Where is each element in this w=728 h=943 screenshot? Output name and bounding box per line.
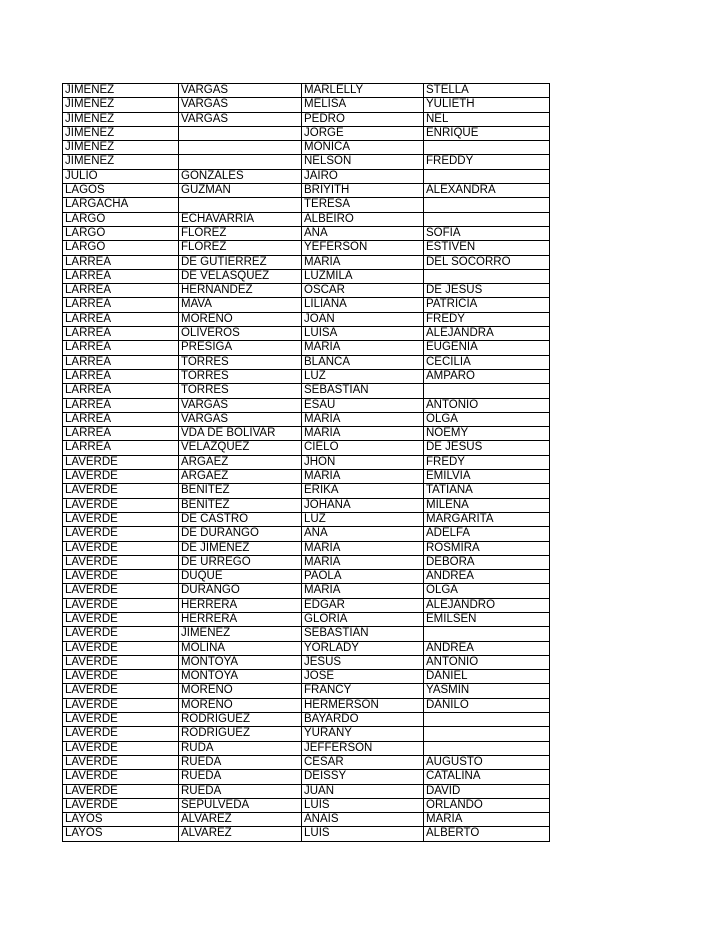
- table-row: [63, 727, 550, 741]
- middle-name-cell: ENRIQUE: [424, 126, 550, 140]
- middle-name-cell: ESTIVEN: [424, 241, 550, 255]
- middle-name-cell: OLGA: [424, 412, 550, 426]
- middle-name-cell: DANILO: [424, 698, 550, 712]
- first-name-cell: MELISA: [302, 98, 424, 112]
- middle-name-cell: ALEXANDRA: [424, 184, 550, 198]
- table-row: [63, 713, 550, 727]
- middle-name-cell: AUGUSTO: [424, 755, 550, 769]
- first-name-cell: HERMERSON: [302, 698, 424, 712]
- table-row: [63, 427, 550, 441]
- table-row: [63, 184, 550, 198]
- table-row: [63, 384, 550, 398]
- surname-2-cell: RUEDA: [179, 755, 302, 769]
- table-row: [63, 684, 550, 698]
- first-name-cell: JHON: [302, 455, 424, 469]
- first-name-cell: SEBASTIAN: [302, 384, 424, 398]
- surname-1-cell: LAVERDE: [63, 627, 179, 641]
- surname-2-cell: VARGAS: [179, 98, 302, 112]
- first-name-cell: JAIRO: [302, 169, 424, 183]
- table-row: [63, 155, 550, 169]
- surname-1-cell: LAVERDE: [63, 755, 179, 769]
- middle-name-cell: DEL SOCORRO: [424, 255, 550, 269]
- first-name-cell: YORLADY: [302, 641, 424, 655]
- table-row: [63, 512, 550, 526]
- middle-name-cell: FREDY: [424, 312, 550, 326]
- surname-1-cell: JIMENEZ: [63, 84, 179, 98]
- table-row: [63, 441, 550, 455]
- surname-1-cell: JULIO: [63, 169, 179, 183]
- first-name-cell: YEFERSON: [302, 241, 424, 255]
- surname-1-cell: LAYOS: [63, 827, 179, 841]
- first-name-cell: MONICA: [302, 141, 424, 155]
- surname-2-cell: DE URREGO: [179, 555, 302, 569]
- table-row: [63, 598, 550, 612]
- table-row: [63, 226, 550, 240]
- table-row: [63, 269, 550, 283]
- surname-1-cell: LAVERDE: [63, 527, 179, 541]
- middle-name-cell: FREDY: [424, 455, 550, 469]
- middle-name-cell: ALEJANDRA: [424, 327, 550, 341]
- surname-1-cell: LARREA: [63, 341, 179, 355]
- first-name-cell: GLORIA: [302, 612, 424, 626]
- surname-1-cell: LAVERDE: [63, 541, 179, 555]
- first-name-cell: BAYARDO: [302, 713, 424, 727]
- surname-2-cell: VARGAS: [179, 112, 302, 126]
- middle-name-cell: NOEMY: [424, 427, 550, 441]
- surname-1-cell: LAVERDE: [63, 584, 179, 598]
- surname-2-cell: FLOREZ: [179, 226, 302, 240]
- middle-name-cell: MARIA: [424, 813, 550, 827]
- table-row: [63, 312, 550, 326]
- first-name-cell: JUAN: [302, 784, 424, 798]
- middle-name-cell: FREDDY: [424, 155, 550, 169]
- table-row: [63, 641, 550, 655]
- middle-name-cell: CECILIA: [424, 355, 550, 369]
- surname-2-cell: DUQUE: [179, 570, 302, 584]
- middle-name-cell: [424, 727, 550, 741]
- surname-2-cell: TORRES: [179, 384, 302, 398]
- first-name-cell: LUIS: [302, 798, 424, 812]
- table-row: [63, 298, 550, 312]
- surname-1-cell: LAVERDE: [63, 670, 179, 684]
- table-row: [63, 412, 550, 426]
- surname-2-cell: DE VELASQUEZ: [179, 269, 302, 283]
- table-row: [63, 355, 550, 369]
- table-row: [63, 784, 550, 798]
- surname-2-cell: MAVA: [179, 298, 302, 312]
- middle-name-cell: DANIEL: [424, 670, 550, 684]
- first-name-cell: CIELO: [302, 441, 424, 455]
- first-name-cell: MARIA: [302, 541, 424, 555]
- first-name-cell: JOHANA: [302, 498, 424, 512]
- surname-2-cell: TORRES: [179, 369, 302, 383]
- first-name-cell: CESAR: [302, 755, 424, 769]
- table-row: [63, 627, 550, 641]
- middle-name-cell: ROSMIRA: [424, 541, 550, 555]
- first-name-cell: ERIKA: [302, 484, 424, 498]
- surname-2-cell: DE CASTRO: [179, 512, 302, 526]
- first-name-cell: EDGAR: [302, 598, 424, 612]
- first-name-cell: ANA: [302, 226, 424, 240]
- table-row: [63, 612, 550, 626]
- surname-1-cell: LAVERDE: [63, 770, 179, 784]
- first-name-cell: LUISA: [302, 327, 424, 341]
- surname-2-cell: TORRES: [179, 355, 302, 369]
- table-row: [63, 255, 550, 269]
- middle-name-cell: MILENA: [424, 498, 550, 512]
- surname-1-cell: LARGO: [63, 226, 179, 240]
- surname-2-cell: ARGAEZ: [179, 455, 302, 469]
- first-name-cell: NELSON: [302, 155, 424, 169]
- surname-2-cell: RUEDA: [179, 770, 302, 784]
- table-row: [63, 470, 550, 484]
- surname-1-cell: LAVERDE: [63, 612, 179, 626]
- first-name-cell: MARIA: [302, 555, 424, 569]
- table-row: [63, 369, 550, 383]
- first-name-cell: BLANCA: [302, 355, 424, 369]
- surname-1-cell: LAYOS: [63, 813, 179, 827]
- middle-name-cell: ANDREA: [424, 641, 550, 655]
- surname-1-cell: LARGO: [63, 212, 179, 226]
- surname-2-cell: DURANGO: [179, 584, 302, 598]
- surname-2-cell: MONTOYA: [179, 655, 302, 669]
- middle-name-cell: [424, 741, 550, 755]
- table-row: [63, 455, 550, 469]
- middle-name-cell: CATALINA: [424, 770, 550, 784]
- first-name-cell: ANA: [302, 527, 424, 541]
- first-name-cell: JORGE: [302, 126, 424, 140]
- middle-name-cell: ALBERTO: [424, 827, 550, 841]
- table-row: [63, 198, 550, 212]
- surname-1-cell: JIMENEZ: [63, 155, 179, 169]
- table-row: [63, 398, 550, 412]
- table-row: [63, 670, 550, 684]
- surname-1-cell: LAVERDE: [63, 684, 179, 698]
- names-table-body: [63, 84, 550, 842]
- middle-name-cell: DAVID: [424, 784, 550, 798]
- middle-name-cell: ADELFA: [424, 527, 550, 541]
- surname-1-cell: LAVERDE: [63, 555, 179, 569]
- surname-2-cell: [179, 198, 302, 212]
- table-row: [63, 527, 550, 541]
- surname-1-cell: LARREA: [63, 412, 179, 426]
- surname-1-cell: LARREA: [63, 384, 179, 398]
- first-name-cell: PAOLA: [302, 570, 424, 584]
- surname-1-cell: LAVERDE: [63, 470, 179, 484]
- table-row: [63, 584, 550, 598]
- first-name-cell: BRIYITH: [302, 184, 424, 198]
- surname-1-cell: LAVERDE: [63, 570, 179, 584]
- names-table: [62, 83, 550, 842]
- surname-1-cell: JIMENEZ: [63, 126, 179, 140]
- surname-1-cell: LARREA: [63, 369, 179, 383]
- middle-name-cell: [424, 141, 550, 155]
- first-name-cell: FRANCY: [302, 684, 424, 698]
- table-row: [63, 698, 550, 712]
- surname-2-cell: MOLINA: [179, 641, 302, 655]
- table-row: [63, 241, 550, 255]
- middle-name-cell: [424, 384, 550, 398]
- surname-1-cell: LARREA: [63, 284, 179, 298]
- surname-2-cell: [179, 141, 302, 155]
- middle-name-cell: [424, 212, 550, 226]
- surname-2-cell: ALVAREZ: [179, 827, 302, 841]
- surname-2-cell: [179, 155, 302, 169]
- table-row: [63, 284, 550, 298]
- surname-1-cell: LAVERDE: [63, 798, 179, 812]
- table-row: [63, 827, 550, 841]
- surname-1-cell: LAVERDE: [63, 498, 179, 512]
- surname-2-cell: HERRERA: [179, 598, 302, 612]
- first-name-cell: MARIA: [302, 255, 424, 269]
- surname-1-cell: LAVERDE: [63, 598, 179, 612]
- middle-name-cell: [424, 269, 550, 283]
- middle-name-cell: PATRICIA: [424, 298, 550, 312]
- first-name-cell: JOSE: [302, 670, 424, 684]
- surname-2-cell: GONZALES: [179, 169, 302, 183]
- table-row: [63, 498, 550, 512]
- first-name-cell: JOAN: [302, 312, 424, 326]
- surname-2-cell: OLIVEROS: [179, 327, 302, 341]
- middle-name-cell: YULIETH: [424, 98, 550, 112]
- first-name-cell: SEBASTIAN: [302, 627, 424, 641]
- surname-2-cell: BENITEZ: [179, 498, 302, 512]
- middle-name-cell: ANDREA: [424, 570, 550, 584]
- surname-2-cell: DE GUTIERREZ: [179, 255, 302, 269]
- middle-name-cell: OLGA: [424, 584, 550, 598]
- surname-1-cell: LAVERDE: [63, 727, 179, 741]
- middle-name-cell: ORLANDO: [424, 798, 550, 812]
- first-name-cell: MARIA: [302, 427, 424, 441]
- middle-name-cell: EMILSEN: [424, 612, 550, 626]
- surname-1-cell: JIMENEZ: [63, 112, 179, 126]
- first-name-cell: ALBEIRO: [302, 212, 424, 226]
- surname-2-cell: FLOREZ: [179, 241, 302, 255]
- first-name-cell: YURANY: [302, 727, 424, 741]
- surname-1-cell: LARREA: [63, 269, 179, 283]
- first-name-cell: OSCAR: [302, 284, 424, 298]
- surname-2-cell: BENITEZ: [179, 484, 302, 498]
- table-row: [63, 84, 550, 98]
- surname-2-cell: MORENO: [179, 312, 302, 326]
- surname-2-cell: MORENO: [179, 684, 302, 698]
- surname-2-cell: ALVAREZ: [179, 813, 302, 827]
- surname-2-cell: ARGAEZ: [179, 470, 302, 484]
- first-name-cell: MARIA: [302, 341, 424, 355]
- first-name-cell: ESAU: [302, 398, 424, 412]
- middle-name-cell: YASMIN: [424, 684, 550, 698]
- surname-2-cell: [179, 126, 302, 140]
- first-name-cell: JEFFERSON: [302, 741, 424, 755]
- surname-1-cell: JIMENEZ: [63, 98, 179, 112]
- surname-2-cell: HERNANDEZ: [179, 284, 302, 298]
- table-row: [63, 212, 550, 226]
- surname-1-cell: LAVERDE: [63, 641, 179, 655]
- first-name-cell: DEISSY: [302, 770, 424, 784]
- surname-2-cell: RODRIGUEZ: [179, 713, 302, 727]
- first-name-cell: PEDRO: [302, 112, 424, 126]
- table-row: [63, 98, 550, 112]
- surname-1-cell: LARREA: [63, 427, 179, 441]
- table-row: [63, 341, 550, 355]
- middle-name-cell: ANTONIO: [424, 655, 550, 669]
- surname-1-cell: LARREA: [63, 312, 179, 326]
- table-row: [63, 541, 550, 555]
- first-name-cell: LILIANA: [302, 298, 424, 312]
- surname-2-cell: JIMENEZ: [179, 627, 302, 641]
- surname-2-cell: DE JIMENEZ: [179, 541, 302, 555]
- surname-1-cell: LAVERDE: [63, 784, 179, 798]
- surname-1-cell: LAGOS: [63, 184, 179, 198]
- surname-2-cell: MONTOYA: [179, 670, 302, 684]
- surname-1-cell: LAVERDE: [63, 484, 179, 498]
- first-name-cell: ANAIS: [302, 813, 424, 827]
- surname-2-cell: VDA DE BOLIVAR: [179, 427, 302, 441]
- surname-2-cell: VARGAS: [179, 412, 302, 426]
- table-row: [63, 741, 550, 755]
- middle-name-cell: EUGENIA: [424, 341, 550, 355]
- surname-2-cell: VARGAS: [179, 398, 302, 412]
- table-row: [63, 555, 550, 569]
- surname-1-cell: LARREA: [63, 255, 179, 269]
- surname-2-cell: RODRIGUEZ: [179, 727, 302, 741]
- first-name-cell: LUZ: [302, 369, 424, 383]
- surname-1-cell: LARREA: [63, 298, 179, 312]
- table-row: [63, 570, 550, 584]
- middle-name-cell: ALEJANDRO: [424, 598, 550, 612]
- surname-1-cell: LAVERDE: [63, 713, 179, 727]
- middle-name-cell: [424, 198, 550, 212]
- middle-name-cell: [424, 627, 550, 641]
- middle-name-cell: DE JESUS: [424, 441, 550, 455]
- first-name-cell: MARLELLY: [302, 84, 424, 98]
- middle-name-cell: DE JESUS: [424, 284, 550, 298]
- table-row: [63, 798, 550, 812]
- surname-2-cell: RUDA: [179, 741, 302, 755]
- first-name-cell: LUZ: [302, 512, 424, 526]
- table-row: [63, 655, 550, 669]
- table-row: [63, 770, 550, 784]
- first-name-cell: LUIS: [302, 827, 424, 841]
- surname-2-cell: RUEDA: [179, 784, 302, 798]
- table-row: [63, 484, 550, 498]
- middle-name-cell: TATIANA: [424, 484, 550, 498]
- surname-1-cell: LAVERDE: [63, 455, 179, 469]
- surname-2-cell: VARGAS: [179, 84, 302, 98]
- middle-name-cell: DEBORA: [424, 555, 550, 569]
- surname-2-cell: HERRERA: [179, 612, 302, 626]
- surname-2-cell: MORENO: [179, 698, 302, 712]
- surname-1-cell: LARGACHA: [63, 198, 179, 212]
- first-name-cell: LUZMILA: [302, 269, 424, 283]
- middle-name-cell: SOFIA: [424, 226, 550, 240]
- surname-2-cell: DE DURANGO: [179, 527, 302, 541]
- first-name-cell: MARIA: [302, 412, 424, 426]
- middle-name-cell: MARGARITA: [424, 512, 550, 526]
- middle-name-cell: NEL: [424, 112, 550, 126]
- surname-1-cell: LARREA: [63, 355, 179, 369]
- surname-2-cell: SEPULVEDA: [179, 798, 302, 812]
- middle-name-cell: [424, 169, 550, 183]
- first-name-cell: TERESA: [302, 198, 424, 212]
- surname-1-cell: LARREA: [63, 441, 179, 455]
- surname-2-cell: VELAZQUEZ: [179, 441, 302, 455]
- surname-2-cell: ECHAVARRIA: [179, 212, 302, 226]
- surname-1-cell: LAVERDE: [63, 512, 179, 526]
- table-row: [63, 755, 550, 769]
- first-name-cell: JESUS: [302, 655, 424, 669]
- middle-name-cell: EMILVIA: [424, 470, 550, 484]
- first-name-cell: MARIA: [302, 470, 424, 484]
- surname-1-cell: LARREA: [63, 398, 179, 412]
- surname-1-cell: LAVERDE: [63, 741, 179, 755]
- middle-name-cell: AMPARO: [424, 369, 550, 383]
- middle-name-cell: [424, 713, 550, 727]
- table-row: [63, 112, 550, 126]
- surname-1-cell: LAVERDE: [63, 655, 179, 669]
- surname-2-cell: GUZMAN: [179, 184, 302, 198]
- table-row: [63, 126, 550, 140]
- table-row: [63, 141, 550, 155]
- table-row: [63, 813, 550, 827]
- surname-1-cell: LAVERDE: [63, 698, 179, 712]
- table-row: [63, 327, 550, 341]
- surname-1-cell: LARGO: [63, 241, 179, 255]
- surname-2-cell: PRESIGA: [179, 341, 302, 355]
- surname-1-cell: JIMENEZ: [63, 141, 179, 155]
- middle-name-cell: ANTONIO: [424, 398, 550, 412]
- surname-1-cell: LARREA: [63, 327, 179, 341]
- table-row: [63, 169, 550, 183]
- middle-name-cell: STELLA: [424, 84, 550, 98]
- first-name-cell: MARIA: [302, 584, 424, 598]
